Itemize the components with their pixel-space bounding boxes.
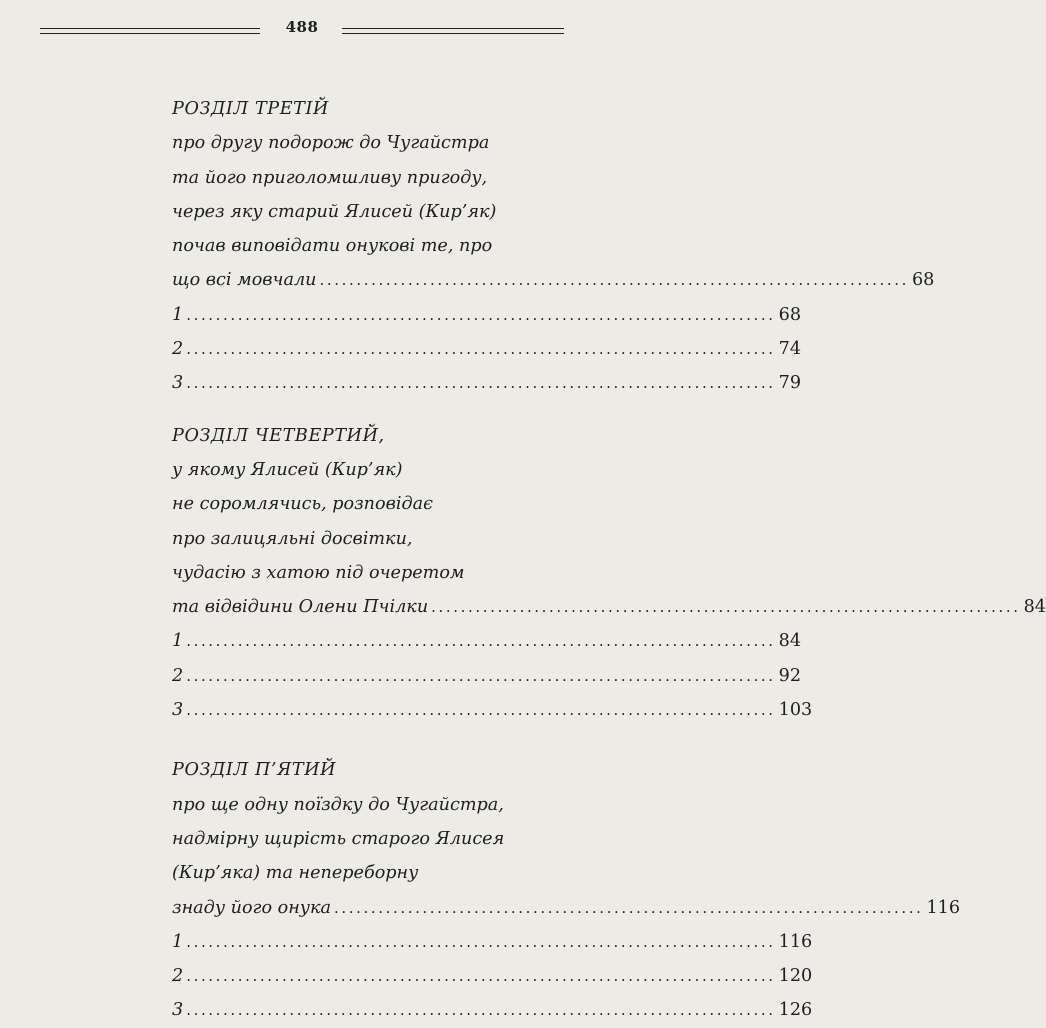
chapter-description-line: знаду його онука <box>172 897 332 918</box>
leader-dots: ................................................................................ <box>186 1001 776 1020</box>
subsection-page-number: 92 <box>778 665 802 686</box>
header-rule-right <box>342 28 564 34</box>
subsection-page-number: 116 <box>778 931 813 952</box>
leader-dots: ................................................................................ <box>431 598 1021 617</box>
chapter-description-line: що всі мовчали <box>172 270 317 291</box>
subsection-label: 1 <box>172 631 184 652</box>
page-header <box>40 18 564 44</box>
chapter-description-line: через яку старий Ялисей (Кир’як) <box>172 201 497 222</box>
subsection-label: 1 <box>172 931 184 952</box>
subsection-entry <box>172 925 813 959</box>
subsection-label: 2 <box>172 966 184 987</box>
toc-section-chapter-3 <box>172 92 935 401</box>
chapter-description-line: надмірну щирість старого Ялисея <box>172 828 505 849</box>
subsection-entry <box>172 693 813 727</box>
leader-dots: ................................................................................ <box>186 374 776 393</box>
chapter-entry <box>172 891 961 925</box>
chapter-description-line: про залицяльні досвітки, <box>172 528 413 549</box>
chapter-title: РОЗДІЛ ЧЕТВЕРТИЙ, <box>172 425 385 446</box>
chapter-title: РОЗДІЛ ТРЕТІЙ <box>172 99 329 119</box>
chapter-page-number: 84 <box>1023 597 1046 618</box>
leader-dots: ................................................................................ <box>186 701 776 720</box>
leader-dots: ................................................................................ <box>186 967 776 986</box>
subsection-page-number: 126 <box>778 1000 813 1021</box>
table-of-contents <box>172 92 1046 1028</box>
subsection-label: 3 <box>172 700 184 721</box>
leader-dots: ................................................................................ <box>319 271 909 290</box>
chapter-description-line: у якому Ялисей (Кир’як) <box>172 459 403 480</box>
subsection-entry <box>172 624 802 658</box>
chapter-description-line: про другу подорож до Чугайстра <box>172 133 490 154</box>
chapter-description-line: не соромлячись, розповідає <box>172 494 433 515</box>
toc-section-chapter-4 <box>172 419 1046 728</box>
chapter-entry <box>172 263 935 297</box>
chapter-page-number: 116 <box>926 897 961 918</box>
leader-dots: ................................................................................ <box>186 666 776 685</box>
chapter-description-line: чудасію з хатою під очеретом <box>172 562 465 583</box>
subsection-label: 3 <box>172 1000 184 1021</box>
chapter-description-line: про ще одну поїздку до Чугайстра, <box>172 794 504 815</box>
subsection-label: 3 <box>172 373 184 394</box>
subsection-label: 2 <box>172 665 184 686</box>
chapter-description-line: почав виповідати онукові те, про <box>172 236 493 257</box>
leader-dots: ................................................................................ <box>186 932 776 951</box>
subsection-entry <box>172 659 802 693</box>
toc-section-chapter-5 <box>172 753 961 1027</box>
chapter-description-line: та відвідини Олени Пчілки <box>172 597 429 618</box>
leader-dots: ................................................................................ <box>334 898 924 917</box>
subsection-page-number: 103 <box>778 700 813 721</box>
leader-dots: ................................................................................ <box>186 340 776 359</box>
subsection-entry <box>172 298 802 332</box>
subsection-page-number: 79 <box>778 373 802 394</box>
chapter-title: РОЗДІЛ П’ЯТИЙ <box>172 760 337 781</box>
subsection-entry <box>172 959 813 993</box>
page-number: 488 <box>285 18 319 36</box>
subsection-page-number: 84 <box>778 631 802 652</box>
subsection-page-number: 120 <box>778 966 813 987</box>
subsection-page-number: 74 <box>778 339 802 360</box>
subsection-label: 2 <box>172 339 184 360</box>
chapter-page-number: 68 <box>911 270 935 291</box>
subsection-entry <box>172 366 802 400</box>
leader-dots: ................................................................................ <box>186 305 776 324</box>
subsection-entry <box>172 332 802 366</box>
chapter-description-line: та його приголомшливу пригоду, <box>172 167 488 188</box>
leader-dots: ................................................................................ <box>186 632 776 651</box>
chapter-entry <box>172 590 1046 624</box>
subsection-page-number: 68 <box>778 304 802 325</box>
chapter-description-line: (Кир’яка) та непереборну <box>172 863 419 884</box>
subsection-entry <box>172 993 813 1027</box>
subsection-label: 1 <box>172 304 184 325</box>
